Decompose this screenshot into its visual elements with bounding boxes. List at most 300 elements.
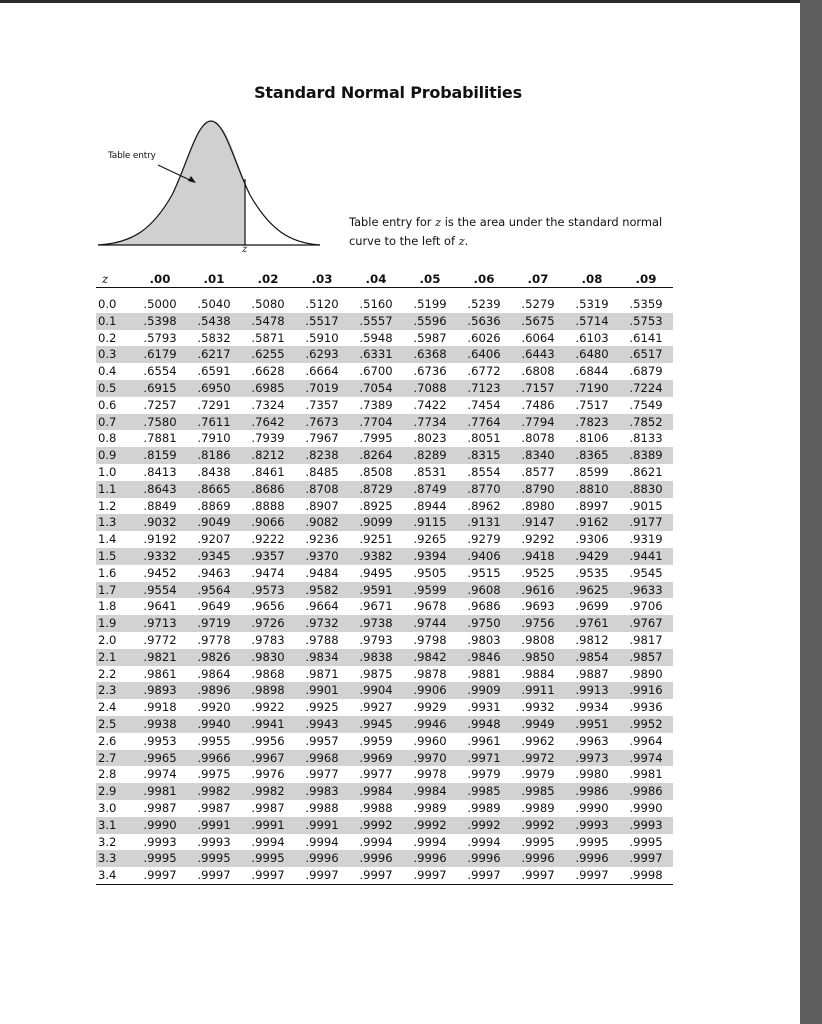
probability-cell: .9991 bbox=[187, 817, 241, 834]
probability-cell: .9463 bbox=[197, 565, 231, 580]
probability-cell: .9778 bbox=[197, 632, 231, 647]
probability-cell: .9986 bbox=[565, 783, 619, 800]
z-value-cell: 0.4 bbox=[98, 364, 117, 379]
probability-cell: .9909 bbox=[457, 682, 511, 699]
probability-cell: .5239 bbox=[467, 297, 501, 311]
probability-cell: .8133 bbox=[629, 431, 663, 446]
probability-cell: .9115 bbox=[403, 514, 457, 531]
probability-cell: .8438 bbox=[197, 464, 231, 479]
probability-cell: .9441 bbox=[619, 548, 673, 565]
caption-z-2: z bbox=[458, 234, 465, 248]
probability-cell: .9394 bbox=[403, 548, 457, 565]
probability-cell: .9998 bbox=[619, 867, 673, 884]
probability-cell: .9591 bbox=[349, 582, 403, 599]
probability-cell: .9207 bbox=[197, 532, 231, 547]
probability-cell: .7224 bbox=[619, 380, 673, 397]
probability-cell: .9474 bbox=[251, 565, 285, 580]
table-row bbox=[96, 733, 673, 750]
probability-cell: .9992 bbox=[511, 817, 565, 834]
probability-cell: .9997 bbox=[511, 867, 565, 884]
probability-cell: .7291 bbox=[197, 397, 231, 412]
probability-cell: .8980 bbox=[521, 498, 555, 513]
probability-cell: .9932 bbox=[521, 700, 555, 715]
probability-cell: .9985 bbox=[511, 783, 565, 800]
table-body bbox=[96, 296, 673, 884]
probability-cell: .9981 bbox=[629, 767, 663, 782]
probability-cell: .5753 bbox=[619, 313, 673, 330]
probability-cell: .9997 bbox=[457, 867, 511, 884]
probability-cell: .8729 bbox=[349, 481, 403, 498]
probability-cell: .9979 bbox=[521, 767, 555, 782]
probability-cell: .9319 bbox=[629, 532, 663, 547]
probability-cell: .9916 bbox=[619, 682, 673, 699]
probability-cell: .9875 bbox=[359, 666, 393, 681]
z-value-cell: 2.1 bbox=[96, 649, 133, 666]
probability-cell: .8925 bbox=[359, 498, 393, 513]
probability-cell: .9887 bbox=[575, 666, 609, 681]
probability-cell: .9945 bbox=[349, 716, 403, 733]
probability-cell: .6736 bbox=[413, 364, 447, 379]
probability-cell: .9995 bbox=[521, 834, 555, 849]
probability-cell: .9868 bbox=[251, 666, 285, 681]
probability-cell: .9952 bbox=[619, 716, 673, 733]
table-entry-label: Table entry bbox=[108, 151, 156, 161]
probability-cell: .9884 bbox=[521, 666, 555, 681]
z-value-cell: 2.8 bbox=[98, 767, 117, 782]
z-value-cell: 0.0 bbox=[98, 297, 117, 311]
probability-cell: .9976 bbox=[251, 767, 285, 782]
probability-cell: .9934 bbox=[575, 700, 609, 715]
probability-cell: .8315 bbox=[457, 447, 511, 464]
probability-cell: .9997 bbox=[403, 867, 457, 884]
z-value-cell: 0.7 bbox=[96, 414, 133, 431]
probability-cell: .5279 bbox=[521, 297, 555, 311]
probability-cell: .5359 bbox=[629, 297, 663, 311]
probability-cell: .9192 bbox=[143, 532, 177, 547]
probability-cell: .9857 bbox=[619, 649, 673, 666]
probability-cell: .9949 bbox=[511, 716, 565, 733]
probability-cell: .9983 bbox=[295, 783, 349, 800]
probability-cell: .5557 bbox=[349, 313, 403, 330]
probability-cell: .9162 bbox=[565, 514, 619, 531]
probability-cell: .9032 bbox=[133, 514, 187, 531]
probability-cell: .7881 bbox=[143, 431, 177, 446]
probability-cell: .8888 bbox=[251, 498, 285, 513]
probability-cell: .9973 bbox=[565, 750, 619, 767]
probability-cell: .6664 bbox=[305, 364, 339, 379]
probability-cell: .9931 bbox=[467, 700, 501, 715]
probability-cell: .9965 bbox=[133, 750, 187, 767]
probability-cell: .9962 bbox=[521, 733, 555, 748]
probability-cell: .9846 bbox=[457, 649, 511, 666]
table-row bbox=[96, 481, 673, 498]
probability-cell: .9936 bbox=[629, 700, 663, 715]
probability-cell: .9564 bbox=[187, 582, 241, 599]
probability-cell: .9049 bbox=[187, 514, 241, 531]
probability-cell: .9925 bbox=[305, 700, 339, 715]
probability-cell: .9996 bbox=[565, 850, 619, 867]
probability-cell: .6554 bbox=[143, 364, 177, 379]
probability-cell: .9995 bbox=[241, 850, 295, 867]
z-value-cell: 2.3 bbox=[96, 682, 133, 699]
probability-cell: .6985 bbox=[241, 380, 295, 397]
probability-cell: .9793 bbox=[359, 632, 393, 647]
probability-cell: .9982 bbox=[187, 783, 241, 800]
z-value-cell: 0.2 bbox=[98, 330, 117, 345]
probability-cell: .9515 bbox=[467, 565, 501, 580]
probability-cell: .8749 bbox=[403, 481, 457, 498]
probability-cell: .8770 bbox=[457, 481, 511, 498]
probability-cell: .5160 bbox=[359, 297, 393, 311]
probability-cell: .9995 bbox=[187, 850, 241, 867]
probability-cell: .9994 bbox=[413, 834, 447, 849]
probability-cell: .9854 bbox=[565, 649, 619, 666]
probability-cell: .9484 bbox=[305, 565, 339, 580]
probability-cell: .8264 bbox=[349, 447, 403, 464]
probability-cell: .9977 bbox=[359, 767, 393, 782]
table-row bbox=[96, 766, 673, 783]
probability-cell: .7454 bbox=[467, 397, 501, 412]
probability-cell: .9699 bbox=[575, 599, 609, 614]
table-row bbox=[96, 514, 673, 531]
probability-cell: .9099 bbox=[349, 514, 403, 531]
probability-cell: .8554 bbox=[467, 464, 501, 479]
probability-cell: .9906 bbox=[403, 682, 457, 699]
probability-cell: .9406 bbox=[457, 548, 511, 565]
probability-cell: .8485 bbox=[305, 464, 339, 479]
z-value-cell: 2.0 bbox=[98, 632, 117, 647]
z-value-cell: 1.3 bbox=[96, 514, 133, 531]
probability-cell: .5675 bbox=[511, 313, 565, 330]
probability-cell: .9761 bbox=[565, 615, 619, 632]
probability-cell: .8238 bbox=[295, 447, 349, 464]
probability-cell: .9525 bbox=[521, 565, 555, 580]
table-row bbox=[96, 548, 673, 565]
table-row bbox=[96, 867, 673, 884]
probability-cell: .9649 bbox=[197, 599, 231, 614]
probability-cell: .9452 bbox=[143, 565, 177, 580]
probability-cell: .7580 bbox=[133, 414, 187, 431]
probability-cell: .9968 bbox=[295, 750, 349, 767]
probability-cell: .6293 bbox=[295, 346, 349, 363]
probability-cell: .9982 bbox=[241, 783, 295, 800]
probability-cell: .9994 bbox=[251, 834, 285, 849]
probability-cell: .9922 bbox=[251, 700, 285, 715]
probability-cell: .9901 bbox=[295, 682, 349, 699]
probability-cell: .9370 bbox=[295, 548, 349, 565]
probability-cell: .7357 bbox=[305, 397, 339, 412]
probability-cell: .9332 bbox=[133, 548, 187, 565]
probability-cell: .9997 bbox=[133, 867, 187, 884]
table-row bbox=[96, 850, 673, 867]
probability-cell: .6103 bbox=[575, 330, 609, 345]
probability-cell: .6368 bbox=[403, 346, 457, 363]
probability-cell: .7704 bbox=[349, 414, 403, 431]
probability-cell: .9505 bbox=[413, 565, 447, 580]
z-value-cell: 2.6 bbox=[98, 733, 117, 748]
z-value-cell: 2.5 bbox=[96, 716, 133, 733]
probability-cell: .9985 bbox=[457, 783, 511, 800]
probability-cell: .9941 bbox=[241, 716, 295, 733]
probability-cell: .9890 bbox=[629, 666, 663, 681]
probability-cell: .7967 bbox=[305, 431, 339, 446]
probability-cell: .9948 bbox=[457, 716, 511, 733]
probability-cell: .9979 bbox=[467, 767, 501, 782]
z-value-cell: 1.8 bbox=[98, 599, 117, 614]
table-row bbox=[96, 414, 673, 431]
probability-cell: .5714 bbox=[565, 313, 619, 330]
probability-cell: .9803 bbox=[467, 632, 501, 647]
z-value-cell: 2.7 bbox=[96, 750, 133, 767]
caption-text-1: Table entry for bbox=[349, 215, 436, 229]
probability-cell: .6179 bbox=[133, 346, 187, 363]
document-page bbox=[0, 3, 800, 1024]
caption-text-3: . bbox=[464, 234, 469, 248]
probability-cell: .9756 bbox=[511, 615, 565, 632]
probability-cell: .9131 bbox=[457, 514, 511, 531]
z-value-cell: 0.1 bbox=[96, 313, 133, 330]
probability-cell: .9535 bbox=[575, 565, 609, 580]
probability-cell: .9961 bbox=[467, 733, 501, 748]
probability-cell: .7324 bbox=[251, 397, 285, 412]
probability-cell: .9996 bbox=[457, 850, 511, 867]
probability-cell: .9719 bbox=[187, 615, 241, 632]
probability-cell: .9994 bbox=[359, 834, 393, 849]
probability-cell: .5319 bbox=[575, 297, 609, 311]
probability-cell: .9984 bbox=[349, 783, 403, 800]
probability-cell: .9881 bbox=[467, 666, 501, 681]
probability-cell: .8051 bbox=[467, 431, 501, 446]
table-row bbox=[96, 380, 673, 397]
z-value-cell: 1.1 bbox=[96, 481, 133, 498]
probability-cell: .5636 bbox=[457, 313, 511, 330]
probability-cell: .5910 bbox=[305, 330, 339, 345]
table-row bbox=[96, 464, 673, 481]
table-row bbox=[96, 716, 673, 733]
table-row bbox=[96, 363, 673, 380]
z-value-cell: 3.3 bbox=[96, 850, 133, 867]
probability-cell: .8599 bbox=[575, 464, 609, 479]
probability-cell: .6808 bbox=[521, 364, 555, 379]
table-row bbox=[96, 615, 673, 632]
probability-cell: .9573 bbox=[241, 582, 295, 599]
z-value-cell: 3.4 bbox=[96, 867, 133, 884]
probability-cell: .9997 bbox=[619, 850, 673, 867]
corner-z-header: z bbox=[96, 271, 133, 288]
probability-cell: .9772 bbox=[143, 632, 177, 647]
probability-cell: .9554 bbox=[133, 582, 187, 599]
probability-cell: .9993 bbox=[565, 817, 619, 834]
probability-cell: .9633 bbox=[619, 582, 673, 599]
table-row bbox=[96, 750, 673, 767]
probability-cell: .7389 bbox=[359, 397, 393, 412]
probability-cell: .6331 bbox=[349, 346, 403, 363]
probability-cell: .9989 bbox=[521, 800, 555, 815]
probability-cell: .5040 bbox=[197, 297, 231, 311]
probability-cell: .9177 bbox=[619, 514, 673, 531]
z-value-cell: 1.2 bbox=[98, 498, 117, 513]
probability-cell: .9991 bbox=[241, 817, 295, 834]
probability-cell: .7054 bbox=[349, 380, 403, 397]
probability-cell: .9808 bbox=[521, 632, 555, 647]
probability-cell: .9656 bbox=[251, 599, 285, 614]
probability-cell: .8078 bbox=[521, 431, 555, 446]
z-value-cell: 1.6 bbox=[98, 565, 117, 580]
probability-cell: .9066 bbox=[241, 514, 295, 531]
probability-cell: .9838 bbox=[349, 649, 403, 666]
column-header: .02 bbox=[241, 271, 295, 288]
probability-cell: .9993 bbox=[619, 817, 673, 834]
probability-cell: .9990 bbox=[629, 800, 663, 815]
column-header: .07 bbox=[511, 271, 565, 288]
probability-cell: .7422 bbox=[413, 397, 447, 412]
probability-cell: .8577 bbox=[521, 464, 555, 479]
probability-cell: .9357 bbox=[241, 548, 295, 565]
probability-cell: .9732 bbox=[295, 615, 349, 632]
probability-cell: .6064 bbox=[521, 330, 555, 345]
probability-cell: .9726 bbox=[241, 615, 295, 632]
probability-cell: .9990 bbox=[575, 800, 609, 815]
probability-cell: .9678 bbox=[413, 599, 447, 614]
probability-cell: .9927 bbox=[359, 700, 393, 715]
probability-cell: .7995 bbox=[359, 431, 393, 446]
probability-cell: .5832 bbox=[197, 330, 231, 345]
probability-cell: .9997 bbox=[241, 867, 295, 884]
probability-cell: .5080 bbox=[251, 297, 285, 311]
probability-cell: .9920 bbox=[197, 700, 231, 715]
z-value-cell: 3.2 bbox=[98, 834, 117, 849]
probability-cell: .8212 bbox=[241, 447, 295, 464]
probability-cell: .9082 bbox=[295, 514, 349, 531]
probability-cell: .9992 bbox=[457, 817, 511, 834]
probability-cell: .9963 bbox=[575, 733, 609, 748]
probability-cell: .5871 bbox=[251, 330, 285, 345]
probability-cell: .7486 bbox=[521, 397, 555, 412]
table-row bbox=[96, 397, 673, 414]
probability-cell: .8289 bbox=[403, 447, 457, 464]
probability-cell: .9545 bbox=[629, 565, 663, 580]
probability-cell: .9994 bbox=[467, 834, 501, 849]
column-header: .01 bbox=[187, 271, 241, 288]
probability-cell: .7123 bbox=[457, 380, 511, 397]
table-row bbox=[96, 346, 673, 363]
z-value-cell: 0.5 bbox=[96, 380, 133, 397]
probability-cell: .9429 bbox=[565, 548, 619, 565]
table-row bbox=[96, 582, 673, 599]
probability-cell: .5793 bbox=[143, 330, 177, 345]
probability-cell: .9953 bbox=[143, 733, 177, 748]
probability-cell: .6628 bbox=[251, 364, 285, 379]
probability-cell: .9951 bbox=[565, 716, 619, 733]
table-row bbox=[96, 296, 673, 313]
table-row bbox=[96, 447, 673, 464]
z-value-cell: 3.1 bbox=[96, 817, 133, 834]
probability-cell: .7734 bbox=[403, 414, 457, 431]
probability-cell: .9582 bbox=[295, 582, 349, 599]
probability-cell: .7088 bbox=[403, 380, 457, 397]
probability-cell: .9898 bbox=[241, 682, 295, 699]
probability-cell: .9306 bbox=[575, 532, 609, 547]
table-row bbox=[96, 330, 673, 347]
probability-cell: .8665 bbox=[187, 481, 241, 498]
probability-cell: .5438 bbox=[187, 313, 241, 330]
table-row bbox=[96, 800, 673, 817]
probability-cell: .9750 bbox=[457, 615, 511, 632]
probability-cell: .7517 bbox=[575, 397, 609, 412]
probability-cell: .6406 bbox=[457, 346, 511, 363]
probability-cell: .8508 bbox=[359, 464, 393, 479]
probability-cell: .6950 bbox=[187, 380, 241, 397]
probability-cell: .6026 bbox=[467, 330, 501, 345]
probability-cell: .7673 bbox=[295, 414, 349, 431]
probability-cell: .9991 bbox=[295, 817, 349, 834]
probability-cell: .9960 bbox=[413, 733, 447, 748]
probability-cell: .9893 bbox=[133, 682, 187, 699]
z-value-cell: 2.9 bbox=[96, 783, 133, 800]
probability-cell: .9842 bbox=[403, 649, 457, 666]
viewer-scroll-gutter[interactable] bbox=[800, 0, 822, 1024]
probability-cell: .6844 bbox=[575, 364, 609, 379]
table-row bbox=[96, 649, 673, 666]
probability-cell: .8159 bbox=[133, 447, 187, 464]
probability-cell: .9671 bbox=[359, 599, 393, 614]
probability-cell: .9693 bbox=[521, 599, 555, 614]
probability-cell: .9988 bbox=[359, 800, 393, 815]
probability-cell: .9987 bbox=[251, 800, 285, 815]
z-value-cell: 0.9 bbox=[96, 447, 133, 464]
probability-cell: .9981 bbox=[133, 783, 187, 800]
probability-cell: .9987 bbox=[197, 800, 231, 815]
curve-z-label: z bbox=[242, 244, 248, 255]
table-row bbox=[96, 666, 673, 683]
header-row bbox=[96, 271, 673, 288]
shaded-area bbox=[98, 121, 245, 245]
probability-cell: .6879 bbox=[629, 364, 663, 379]
z-value-cell: 2.4 bbox=[98, 700, 117, 715]
probability-cell: .9783 bbox=[251, 632, 285, 647]
table-row bbox=[96, 783, 673, 800]
probability-cell: .9957 bbox=[305, 733, 339, 748]
probability-cell: .9974 bbox=[619, 750, 673, 767]
probability-cell: .9686 bbox=[467, 599, 501, 614]
probability-cell: .9989 bbox=[413, 800, 447, 815]
probability-cell: .8106 bbox=[575, 431, 609, 446]
probability-cell: .9967 bbox=[241, 750, 295, 767]
probability-cell: .9929 bbox=[413, 700, 447, 715]
probability-cell: .9940 bbox=[187, 716, 241, 733]
probability-cell: .8849 bbox=[143, 498, 177, 513]
probability-cell: .8962 bbox=[467, 498, 501, 513]
z-value-cell: 0.6 bbox=[98, 397, 117, 412]
probability-cell: .7823 bbox=[565, 414, 619, 431]
probability-cell: .9292 bbox=[521, 532, 555, 547]
probability-cell: .7764 bbox=[457, 414, 511, 431]
probability-cell: .9980 bbox=[575, 767, 609, 782]
column-header: .06 bbox=[457, 271, 511, 288]
z-value-cell: 1.5 bbox=[96, 548, 133, 565]
column-header: .03 bbox=[295, 271, 349, 288]
probability-cell: .7549 bbox=[629, 397, 663, 412]
table-row bbox=[96, 632, 673, 649]
probability-cell: .8907 bbox=[305, 498, 339, 513]
probability-cell: .9996 bbox=[295, 850, 349, 867]
probability-cell: .8531 bbox=[413, 464, 447, 479]
probability-cell: .8643 bbox=[133, 481, 187, 498]
probability-cell: .9997 bbox=[187, 867, 241, 884]
probability-cell: .9995 bbox=[133, 850, 187, 867]
probability-cell: .6480 bbox=[565, 346, 619, 363]
probability-cell: .9993 bbox=[197, 834, 231, 849]
